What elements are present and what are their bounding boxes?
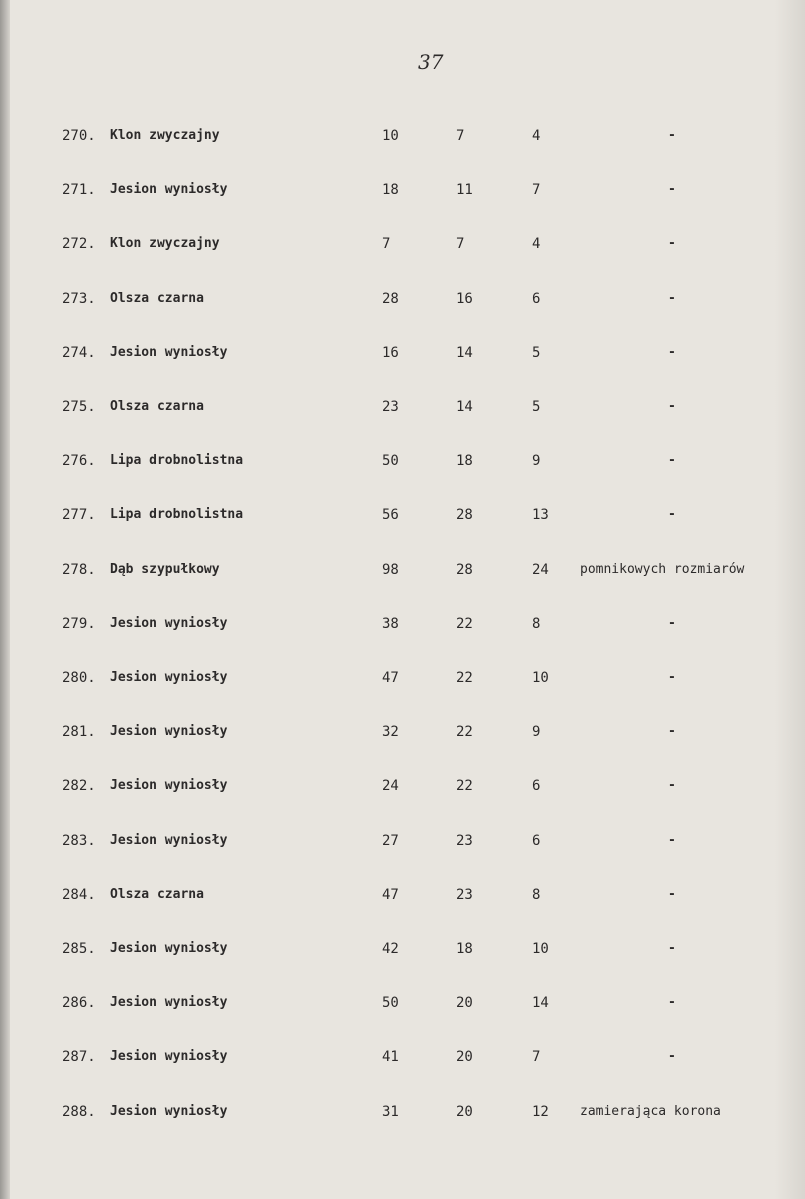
remark-dash: - <box>668 236 676 251</box>
table-row <box>0 833 805 857</box>
table-row <box>0 1049 805 1073</box>
remark-dash: - <box>668 724 676 739</box>
species-name: Klon zwyczajny <box>110 128 220 143</box>
value-col-2: 22 <box>456 616 473 632</box>
remark-dash: - <box>668 995 676 1010</box>
remark-dash: - <box>668 778 676 793</box>
remark-dash: - <box>668 1049 676 1064</box>
value-col-1: 47 <box>382 670 399 686</box>
value-col-1: 50 <box>382 453 399 469</box>
species-name: Jesion wyniosły <box>110 833 228 848</box>
value-col-3: 24 <box>532 562 549 578</box>
table-row <box>0 507 805 531</box>
row-number: 283. <box>62 833 96 849</box>
value-col-3: 6 <box>532 778 541 794</box>
row-number: 270. <box>62 128 96 144</box>
value-col-3: 9 <box>532 724 541 740</box>
table-row <box>0 236 805 260</box>
value-col-2: 11 <box>456 182 473 198</box>
page-number: 37 <box>418 50 444 74</box>
remark-note: pomnikowych rozmiarów <box>580 562 745 577</box>
table-row <box>0 995 805 1019</box>
value-col-3: 14 <box>532 995 549 1011</box>
species-name: Jesion wyniosły <box>110 995 228 1010</box>
value-col-2: 28 <box>456 562 473 578</box>
species-name: Jesion wyniosły <box>110 941 228 956</box>
row-number: 277. <box>62 507 96 523</box>
species-name: Lipa drobnolistna <box>110 507 244 522</box>
row-number: 272. <box>62 236 96 252</box>
table-row <box>0 453 805 477</box>
table-row <box>0 345 805 369</box>
remark-dash: - <box>668 833 676 848</box>
value-col-2: 18 <box>456 941 473 957</box>
species-name: Klon zwyczajny <box>110 236 220 251</box>
species-name: Dąb szypułkowy <box>110 562 220 577</box>
remark-dash: - <box>668 345 676 360</box>
value-col-1: 28 <box>382 291 399 307</box>
row-number: 285. <box>62 941 96 957</box>
value-col-2: 20 <box>456 1104 473 1120</box>
value-col-1: 7 <box>382 236 391 252</box>
row-number: 287. <box>62 1049 96 1065</box>
value-col-1: 47 <box>382 887 399 903</box>
species-name: Olsza czarna <box>110 399 204 414</box>
value-col-2: 14 <box>456 399 473 415</box>
table-row <box>0 616 805 640</box>
species-name: Jesion wyniosły <box>110 345 228 360</box>
table-row <box>0 887 805 911</box>
row-number: 271. <box>62 182 96 198</box>
row-number: 281. <box>62 724 96 740</box>
remark-dash: - <box>668 887 676 902</box>
species-name: Jesion wyniosły <box>110 724 228 739</box>
value-col-1: 18 <box>382 182 399 198</box>
table-row <box>0 562 805 586</box>
remark-dash: - <box>668 399 676 414</box>
value-col-1: 98 <box>382 562 399 578</box>
table-row <box>0 670 805 694</box>
table-row <box>0 1104 805 1128</box>
remark-dash: - <box>668 670 676 685</box>
species-name: Olsza czarna <box>110 291 204 306</box>
value-col-2: 20 <box>456 995 473 1011</box>
row-number: 284. <box>62 887 96 903</box>
table-row <box>0 941 805 965</box>
value-col-3: 6 <box>532 833 541 849</box>
value-col-1: 23 <box>382 399 399 415</box>
value-col-1: 50 <box>382 995 399 1011</box>
row-number: 282. <box>62 778 96 794</box>
remark-dash: - <box>668 507 676 522</box>
species-name: Jesion wyniosły <box>110 182 228 197</box>
species-name: Jesion wyniosły <box>110 1104 228 1119</box>
table-row <box>0 182 805 206</box>
value-col-2: 22 <box>456 670 473 686</box>
value-col-3: 8 <box>532 887 541 903</box>
value-col-3: 7 <box>532 1049 541 1065</box>
value-col-3: 4 <box>532 236 541 252</box>
value-col-3: 5 <box>532 345 541 361</box>
row-number: 273. <box>62 291 96 307</box>
value-col-1: 56 <box>382 507 399 523</box>
row-number: 288. <box>62 1104 96 1120</box>
row-number: 279. <box>62 616 96 632</box>
remark-dash: - <box>668 182 676 197</box>
value-col-1: 10 <box>382 128 399 144</box>
row-number: 276. <box>62 453 96 469</box>
remark-dash: - <box>668 941 676 956</box>
table-row <box>0 128 805 152</box>
value-col-1: 24 <box>382 778 399 794</box>
row-number: 286. <box>62 995 96 1011</box>
value-col-3: 6 <box>532 291 541 307</box>
remark-dash: - <box>668 128 676 143</box>
value-col-2: 23 <box>456 833 473 849</box>
table-row <box>0 778 805 802</box>
value-col-3: 5 <box>532 399 541 415</box>
value-col-1: 16 <box>382 345 399 361</box>
value-col-3: 9 <box>532 453 541 469</box>
value-col-3: 13 <box>532 507 549 523</box>
value-col-1: 27 <box>382 833 399 849</box>
value-col-3: 4 <box>532 128 541 144</box>
value-col-2: 7 <box>456 236 465 252</box>
value-col-2: 23 <box>456 887 473 903</box>
value-col-1: 42 <box>382 941 399 957</box>
remark-dash: - <box>668 291 676 306</box>
species-name: Jesion wyniosły <box>110 1049 228 1064</box>
row-number: 278. <box>62 562 96 578</box>
species-name: Olsza czarna <box>110 887 204 902</box>
species-name: Jesion wyniosły <box>110 616 228 631</box>
remark-dash: - <box>668 616 676 631</box>
row-number: 280. <box>62 670 96 686</box>
row-number: 275. <box>62 399 96 415</box>
value-col-1: 41 <box>382 1049 399 1065</box>
value-col-2: 7 <box>456 128 465 144</box>
value-col-1: 32 <box>382 724 399 740</box>
species-name: Lipa drobnolistna <box>110 453 244 468</box>
value-col-3: 10 <box>532 670 549 686</box>
value-col-2: 20 <box>456 1049 473 1065</box>
remark-note: zamierająca korona <box>580 1104 721 1119</box>
value-col-2: 14 <box>456 345 473 361</box>
value-col-2: 28 <box>456 507 473 523</box>
remark-dash: - <box>668 453 676 468</box>
species-name: Jesion wyniosły <box>110 670 228 685</box>
value-col-1: 31 <box>382 1104 399 1120</box>
value-col-3: 7 <box>532 182 541 198</box>
species-name: Jesion wyniosły <box>110 778 228 793</box>
value-col-2: 22 <box>456 724 473 740</box>
value-col-2: 16 <box>456 291 473 307</box>
value-col-3: 8 <box>532 616 541 632</box>
table-row <box>0 399 805 423</box>
row-number: 274. <box>62 345 96 361</box>
value-col-3: 12 <box>532 1104 549 1120</box>
value-col-2: 18 <box>456 453 473 469</box>
table-row <box>0 724 805 748</box>
value-col-3: 10 <box>532 941 549 957</box>
value-col-2: 22 <box>456 778 473 794</box>
value-col-1: 38 <box>382 616 399 632</box>
table-row <box>0 291 805 315</box>
